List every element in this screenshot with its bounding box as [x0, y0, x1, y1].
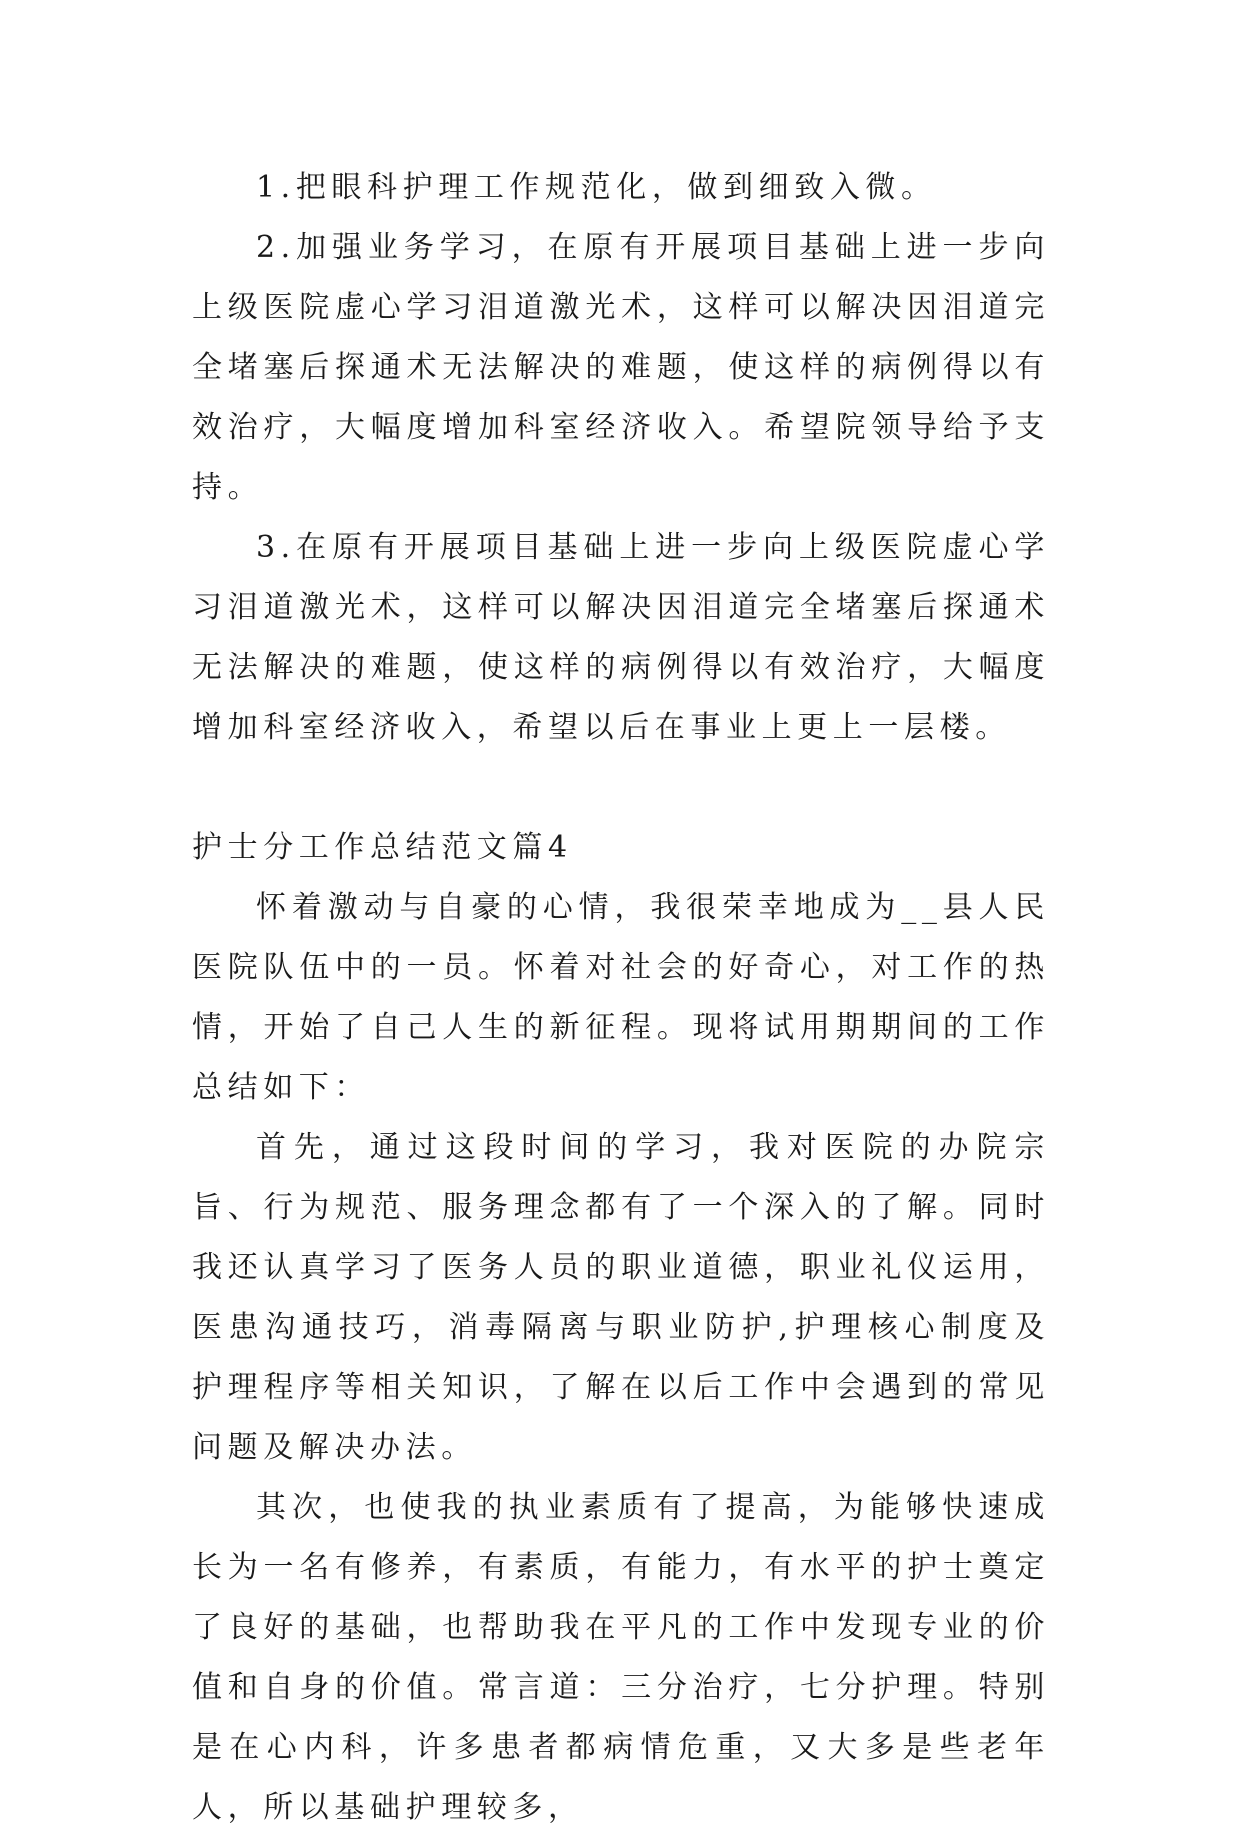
- document-page: [192, 158, 1050, 1838]
- paragraph-item-1: 1.把眼科护理工作规范化，做到细致入微。: [256, 170, 937, 205]
- paragraph-second: 其次，也使我的执业素质有了提高，为能够快速成长为一名有修养，有素质，有能力，有水平的护士奠定了良好的基础，也帮助我在平凡的工作中发现专业的价值和自身的价值。常言道：三分治疗，七分护理。特别是在心内科，许多患者都病情危重，又大多是些老年人，所以基础护理较多，: [192, 1490, 1050, 1825]
- paragraph-intro: 怀着激动与自豪的心情，我很荣幸地成为__县人民医院队伍中的一员。怀着对社会的好奇心，对工作的热情，开始了自己人生的新征程。现将试用期期间的工作总结如下：: [192, 890, 1050, 1105]
- section-heading: 护士分工作总结范文篇4: [192, 830, 573, 865]
- paragraph-first: 首先，通过这段时间的学习，我对医院的办院宗旨、行为规范、服务理念都有了一个深入的了解。同时我还认真学习了医务人员的职业道德，职业礼仪运用，医患沟通技巧，消毒隔离与职业防护,护理核心制度及护理程序等相关知识，了解在以后工作中会遇到的常见问题及解决办法。: [192, 1130, 1050, 1465]
- paragraph-item-3: 3.在原有开展项目基础上进一步向上级医院虚心学习泪道激光术，这样可以解决因泪道完全堵塞后探通术无法解决的难题，使这样的病例得以有效治疗，大幅度增加科室经济收入，希望以后在事业上更上一层楼。: [192, 530, 1050, 745]
- section-spacer: [192, 758, 1050, 818]
- paragraph-item-2: 2.加强业务学习，在原有开展项目基础上进一步向上级医院虚心学习泪道激光术，这样可以解决因泪道完全堵塞后探通术无法解决的难题，使这样的病例得以有效治疗，大幅度增加科室经济收入。希望院领导给予支持。: [192, 230, 1050, 505]
